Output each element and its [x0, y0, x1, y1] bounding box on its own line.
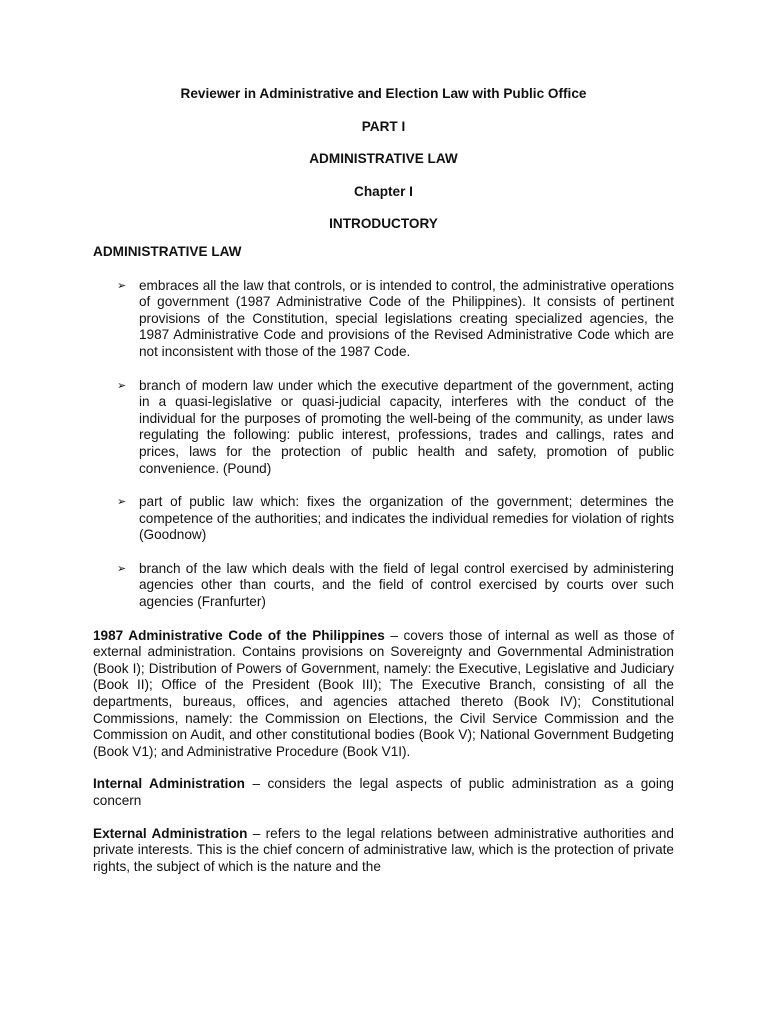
definition-text: branch of modern law under which the executive department of the government, acting in a quasi-legislative or quasi-judicial capacity, interferes with the conduct of the individual for the purposes of promoting the well-being of the community, as under laws regulating the following: public interest, professions, trades and callings, rates and prices, laws for the protection of public health and safety, promotion of public convenience. (Pound) [139, 377, 674, 476]
definition-list [93, 278, 674, 611]
chapter-title-heading: INTRODUCTORY [329, 216, 438, 232]
internal-administration-paragraph [93, 776, 674, 809]
definition-text: branch of the law which deals with the field of legal control exercised by administering agencies other than courts, and the field of control exercised by courts over such agencies (Franfurter) [139, 560, 674, 610]
arrow-bullet-icon: ➢ [117, 496, 127, 509]
paragraph-term: Internal Administration [93, 776, 245, 792]
paragraph-text: – refers to the legal relations between administrative authorities and private interests. This is the chief concern of administrative law, which is the protection of private rights, the subject of which is the nature and the [93, 825, 674, 874]
paragraph-text: – considers the legal aspects of public administration as a going concern [93, 776, 674, 808]
arrow-bullet-icon: ➢ [117, 562, 127, 575]
admin-code-paragraph [93, 628, 674, 761]
document-title: Reviewer in Administrative and Election Law with Public Office [180, 86, 587, 101]
arrow-bullet-icon: ➢ [117, 379, 127, 392]
section-heading: ADMINISTRATIVE LAW [93, 243, 242, 259]
external-administration-paragraph [93, 826, 674, 876]
definition-item [93, 494, 674, 544]
paragraph-term: External Administration [93, 825, 248, 841]
paragraph-term: 1987 Administrative Code of the Philippines [93, 627, 385, 643]
definition-item [93, 278, 674, 361]
definition-text: part of public law which: fixes the organization of the government; determines the competence of the authorities; and indicates the individual remedies for violation of rights (Goodnow) [139, 494, 674, 543]
paragraph-text: – covers those of internal as well as those of external administration. Contains provisions on Sovereignty and Governmental Administration (Book I); Distribution of Powers of Government, namely: the Executive, Legislative and Judiciary (Book II); Office of the President (Book III); The Executive Branch, consisting of all the departments, bureaus, offices, and agencies attached thereto (Book IV); Constitutional Commissions, namely: the Commission on Elections, the Civil Service Commission and the Commission on Audit, and other constitutional bodies (Book V); National Government Budgeting (Book V1); and Administrative Procedure (Book V1I). [93, 627, 674, 759]
definition-item [93, 378, 674, 478]
definition-item [93, 561, 674, 611]
part-title-heading: ADMINISTRATIVE LAW [309, 151, 458, 167]
definition-text: embraces all the law that controls, or is intended to control, the administrative operations of government (1987 Administrative Code of the Philippines). It consists of pertinent provisions of the Constitution, special legislations creating specialized agencies, the 1987 Administrative Code and provisions of the Revised Administrative Code which are not inconsistent with those of the 1987 Code. [139, 277, 674, 359]
arrow-bullet-icon: ➢ [117, 279, 127, 292]
part-heading: PART I [361, 118, 406, 134]
chapter-heading: Chapter I [354, 183, 413, 199]
